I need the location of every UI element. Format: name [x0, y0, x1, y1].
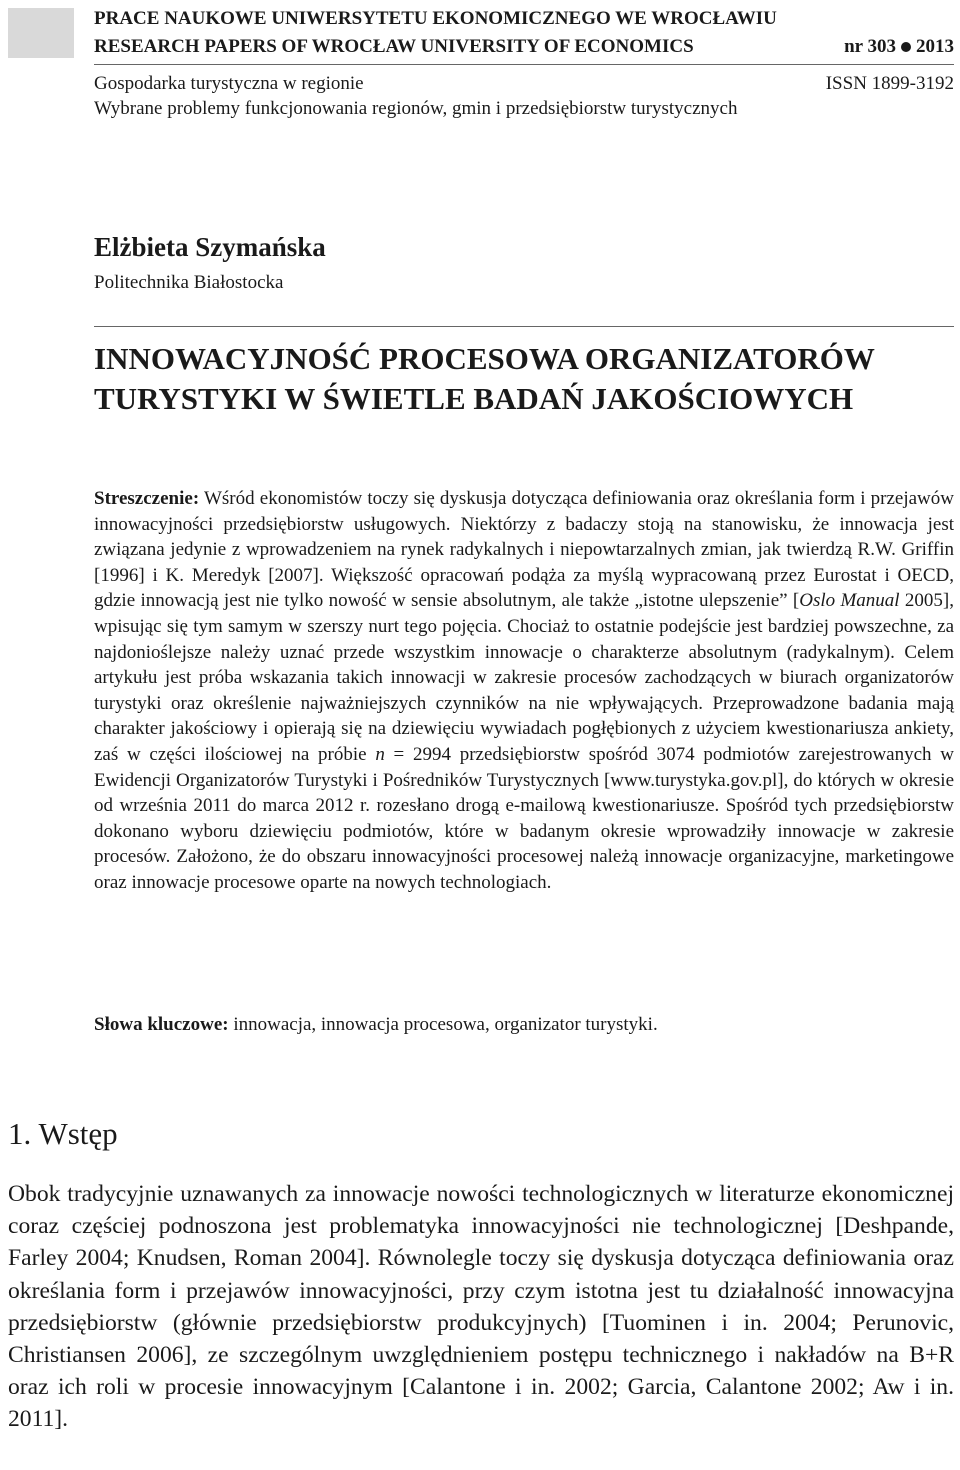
abstract-label: Streszczenie:	[94, 488, 200, 509]
author-name: Elżbieta Szymańska	[94, 232, 326, 262]
issue-number: nr 303	[844, 36, 896, 57]
issn: ISSN 1899-3192	[825, 73, 954, 94]
paper-title-line-1: INNOWACYJNOŚĆ PROCESOWA ORGANIZATORÓW	[94, 341, 875, 376]
abstract-text-3: = 2994 przedsiębiorstw spośród 3074 podmiotów zarejestrowanych w Ewidencji Organizatorów Turystyki i Pośredników Turystycznych [www.turystyka.gov.pl], do których w okresie od września 2011 do marca 2012 r. rozesłano drogą e-mailową kwestionariusze. Spośród tych przedsiębiorstw dokonano wyboru dziewięciu podmiotów, które w badanym okresie wprowadziły innowacje w zakresie procesów. Założono, że do obszaru innowacyjności procesowej należą innowacje organizacyjne, marketingowe oraz innowacje procesowe oparte na nowych technologiach.	[94, 743, 954, 893]
publisher-logo	[8, 8, 74, 58]
keywords-text: innowacja, innowacja procesowa, organizator turystyki.	[228, 1014, 658, 1035]
abstract-oslo-manual: Oslo Manual	[799, 590, 900, 612]
journal-title-en-row	[94, 34, 954, 60]
series-row	[94, 72, 954, 96]
journal-title-pl: PRACE NAUKOWE UNIWERSYTETU EKONOMICZNEGO WE WROCŁAWIU	[94, 8, 777, 29]
series-title: Gospodarka turystyczna w regionie	[94, 73, 364, 94]
issue-year: 2013	[916, 36, 954, 57]
abstract	[94, 486, 954, 896]
bullet-icon	[901, 42, 911, 52]
paper-title-line-2: TURYSTYKI W ŚWIETLE BADAŃ JAKOŚCIOWYCH	[94, 381, 854, 416]
title-rule	[94, 326, 954, 327]
abstract-n-symbol: n	[375, 743, 385, 765]
section-paragraph: Obok tradycyjnie uznawanych za innowacje nowości technologicznych w literaturze ekonomicznej coraz częściej podnoszona jest problematyka innowacyjności nie technologicznej [Deshpande, Farley 2004; Knudsen, Roman 2004]. Równolegle toczy się dyskusja dotycząca definiowania oraz określania form i przejawów innowacyjności, przy czym istotna jest tu działalność innowacyjna przedsiębiorstw (głównie przedsiębiorstw produkcyjnych) [Tuominen i in. 2004; Perunovic, Christiansen 2006], ze szczególnym uwzględnieniem postępu technicznego i nakładów na B+R oraz ich roli w procesie innowacyjnym [Calantone i in. 2002; Garcia, Calantone 2002; Aw i in. 2011].	[8, 1181, 954, 1433]
keywords-label: Słowa kluczowe:	[94, 1014, 229, 1035]
abstract-text-2: 2005], wpisując się tym samym w szerszy nurt tego pojęcia. Chociaż to ostatnie podejście jest bardziej powszechne, za najdonioślejsze należy uznać przede wszystkim innowacje o charakterze absolutnym (radykalnym). Celem artykułu jest próba wskazania takich innowacji w zakresie procesów zachodzących w biurach organizatorów turystyki oraz określenie najważniejszych czynników na nie wpływających. Przeprowadzone badania mają charakter jakościowy i opierają się na dziewięciu wywiadach pogłębionych z użyciem kwestionariusza ankiety, zaś w części ilościowej na próbie	[94, 590, 954, 765]
abstract-text-1: Wśród ekonomistów toczy się dyskusja dotycząca definiowania oraz określania form i przejawów innowacyjności przedsiębiorstw usługowych. Niektórzy z badaczy stoją na stanowisku, że innowacja jest związana jedynie z wprowadzeniem na rynek radykalnych i niepowtarzalnych zmian, jak twierdzą R.W. Griffin [1996] i K. Meredyk [2007]. Większość opracowań podąża za myślą wypracowaną przez Eurostat i OECD, gdzie innowacją jest nie tylko nowość w sensie absolutnym, ale także „istotne ulepszenie” [	[94, 488, 954, 612]
author-affiliation: Politechnika Białostocka	[94, 272, 284, 293]
series-subtitle: Wybrane problemy funkcjonowania regionów, gmin i przedsiębiorstw turystycznych	[94, 98, 738, 119]
keywords	[94, 1012, 954, 1037]
header-rule	[94, 64, 954, 65]
paper-title	[94, 339, 954, 419]
section-heading: 1. Wstęp	[8, 1116, 118, 1151]
journal-title-en: RESEARCH PAPERS OF WROCŁAW UNIVERSITY OF ECONOMICS	[94, 36, 694, 57]
issue-info	[844, 34, 954, 60]
